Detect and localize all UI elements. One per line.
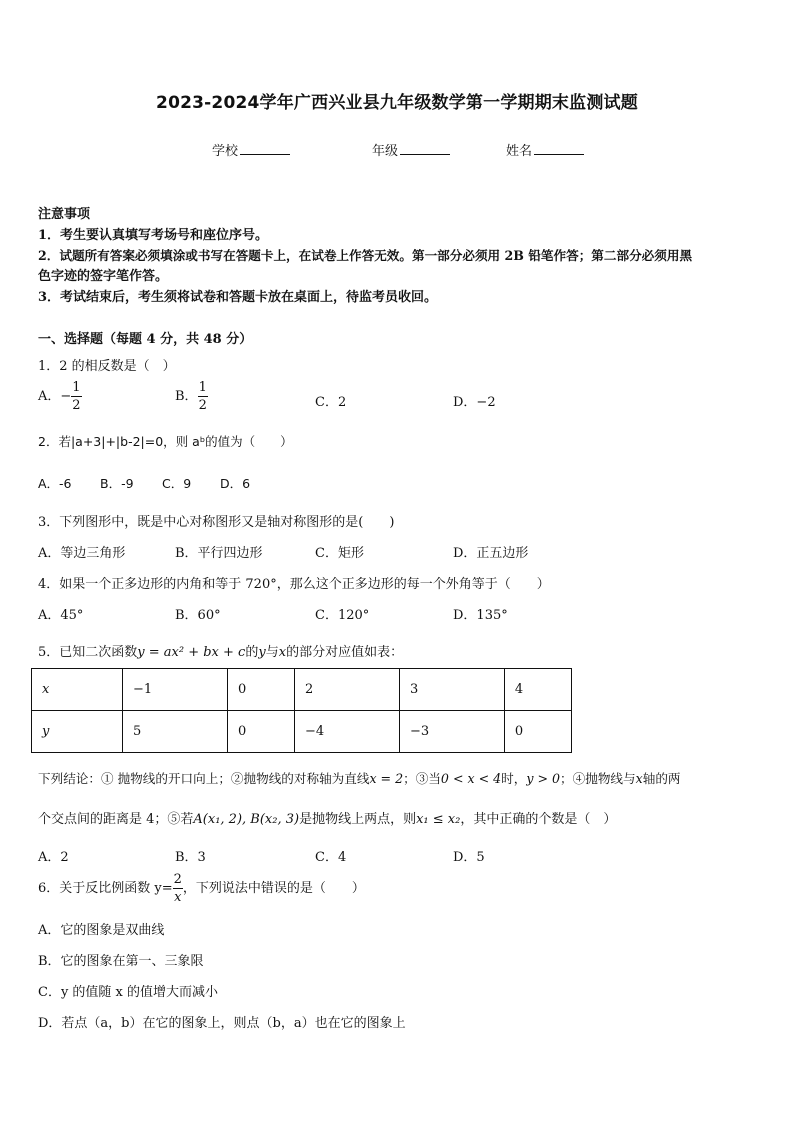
q2-stem: 2．若|a+3|+|b-2|=0，则 aᵇ的值为（ ） xyxy=(38,434,293,449)
q4-option-d: D．135° xyxy=(453,608,508,623)
table-cell: 5 xyxy=(123,711,228,753)
q4-stem: 4．如果一个正多边形的内角和等于 720°，那么这个正多边形的每一个外角等于（ ） xyxy=(38,577,550,592)
q5-l1-text-i: 轴的两 xyxy=(642,771,681,786)
table-cell: −3 xyxy=(399,711,504,753)
q2-option-d: D．6 xyxy=(220,476,251,491)
note-3: 3．考试结束后，考生须将试卷和答题卡放在桌面上，待监考员收回。 xyxy=(38,290,438,305)
note-2a: 2．试题所有答案必须填涂或书写在答题卡上，在试卷上作答无效。第一部分必须用 2B 铅笔作答；第二部分必须用黑 xyxy=(38,248,693,263)
grade-field xyxy=(372,140,450,159)
q5-l1-text-a: 下列结论：① 抛物线的开口向上；②抛物线的对称轴为直线 xyxy=(38,771,370,786)
page-title: 2023-2024学年广西兴业县九年级数学第一学期期末监测试题 xyxy=(156,93,638,113)
notes-heading: 注意事项 xyxy=(38,207,91,222)
table-cell: −4 xyxy=(295,711,400,753)
q5-option-c: C．4 xyxy=(315,850,347,865)
q1-a-label: A． xyxy=(38,389,61,404)
q4-option-c: C．120° xyxy=(315,608,370,623)
table-row-y xyxy=(32,711,572,753)
table-header-x: x xyxy=(32,669,123,711)
q3-option-c: C．矩形 xyxy=(315,546,364,561)
q5-var-x: x xyxy=(278,645,287,660)
q5-l1-math-h: x xyxy=(635,771,643,786)
grade-label: 年级 xyxy=(372,144,399,159)
q5-stem xyxy=(38,641,403,660)
q6-option-c: C．y 的值随 x 的值增大而减小 xyxy=(38,985,219,1000)
q6-option-a: A．它的图象是双曲线 xyxy=(38,923,165,938)
q5-l2-text-a: 个交点间的距离是 4；⑤若 xyxy=(38,812,194,827)
q5-stem-mid2: 与 xyxy=(265,645,279,660)
q5-stem-mid: 的 xyxy=(245,645,259,660)
school-field xyxy=(212,140,290,159)
q1-b-den: 2 xyxy=(198,398,207,413)
q4-option-b: B．60° xyxy=(175,608,221,623)
q5-stem-post: 的部分对应值如表： xyxy=(286,645,404,660)
q5-l2-math-d: x₁ ≤ x₂ xyxy=(416,812,461,827)
q5-l1-math-b: x = 2 xyxy=(369,771,404,786)
table-cell: 0 xyxy=(227,669,294,711)
name-field xyxy=(506,140,584,159)
q3-option-b: B．平行四边形 xyxy=(175,546,263,561)
q5-stem-pre: 5．已知二次函数 xyxy=(38,645,138,660)
q5-function: y = ax² + bx + c xyxy=(137,645,246,660)
name-label: 姓名 xyxy=(506,144,533,159)
note-1: 1．考生要认真填写考场号和座位序号。 xyxy=(38,228,269,243)
grade-blank xyxy=(400,142,450,155)
q6-stem-pre: 6．关于反比例函数 y= xyxy=(38,881,173,896)
q5-var-y: y xyxy=(258,645,266,660)
table-cell: 4 xyxy=(504,669,571,711)
q5-option-a: A．2 xyxy=(38,850,69,865)
q3-option-d: D．正五边形 xyxy=(453,546,529,561)
q6-fraction xyxy=(173,873,183,904)
q2-option-b: B．-9 xyxy=(100,476,134,491)
q2-option-a: A．-6 xyxy=(38,476,72,491)
q5-l2-text-c: 是抛物线上两点，则 xyxy=(299,812,417,827)
q5-option-d: D．5 xyxy=(453,850,485,865)
q3-option-a: A．等边三角形 xyxy=(38,546,126,561)
value-table xyxy=(31,668,572,753)
q1-b-num: 1 xyxy=(198,380,207,395)
q5-option-b: B．3 xyxy=(175,850,206,865)
name-blank xyxy=(534,142,584,155)
section-heading: 一、选择题（每题 4 分，共 48 分） xyxy=(38,332,253,347)
q1-option-a xyxy=(38,381,82,412)
table-cell: 2 xyxy=(295,669,400,711)
q5-l2-text-e: ，其中正确的个数是（ ） xyxy=(460,812,617,827)
table-cell: 0 xyxy=(504,711,571,753)
q5-l1-text-g: ；④抛物线与 xyxy=(560,771,636,786)
q1-option-c: C．2 xyxy=(315,395,347,410)
table-cell: −1 xyxy=(123,669,228,711)
q6-num: 2 xyxy=(173,872,182,887)
table-row-x xyxy=(32,669,572,711)
q6-option-d: D．若点（a，b）在它的图象上，则点（b，a）也在它的图象上 xyxy=(38,1016,406,1031)
q5-conclusions-line1 xyxy=(38,768,681,787)
q5-conclusions-line2 xyxy=(38,808,616,827)
table-cell: 3 xyxy=(399,669,504,711)
table-cell: 0 xyxy=(227,711,294,753)
q2-option-c: C．9 xyxy=(162,476,192,491)
q1-stem: 1．2 的相反数是（ ） xyxy=(38,359,176,374)
q3-stem: 3．下列图形中，既是中心对称图形又是轴对称图形的是( ) xyxy=(38,515,395,530)
q1-a-fraction xyxy=(71,381,81,412)
q5-l1-text-c: ；③当 xyxy=(403,771,441,786)
q6-stem xyxy=(38,873,365,904)
q1-b-fraction xyxy=(198,381,208,412)
q1-option-b xyxy=(175,381,208,412)
q1-b-label: B． xyxy=(175,389,198,404)
table-header-y: y xyxy=(32,711,123,753)
q6-den: x xyxy=(174,890,182,905)
q6-stem-post: ，下列说法中错误的是（ ） xyxy=(182,881,365,896)
q5-l1-math-f: y > 0 xyxy=(526,771,561,786)
q1-a-neg: − xyxy=(60,389,72,404)
note-2b: 色字迹的签字笔作答。 xyxy=(38,269,169,284)
school-label: 学校 xyxy=(212,144,239,159)
q1-a-den: 2 xyxy=(72,398,81,413)
q5-l2-math-b: A(x₁, 2), B(x₂, 3) xyxy=(193,812,300,827)
q1-option-d: D．−2 xyxy=(453,395,496,410)
q4-option-a: A．45° xyxy=(38,608,84,623)
school-blank xyxy=(240,142,290,155)
q6-option-b: B．它的图象在第一、三象限 xyxy=(38,954,204,969)
q5-l1-text-e: 时， xyxy=(501,771,527,786)
q5-l1-math-d: 0 < x < 4 xyxy=(440,771,502,786)
q1-a-num: 1 xyxy=(72,380,81,395)
